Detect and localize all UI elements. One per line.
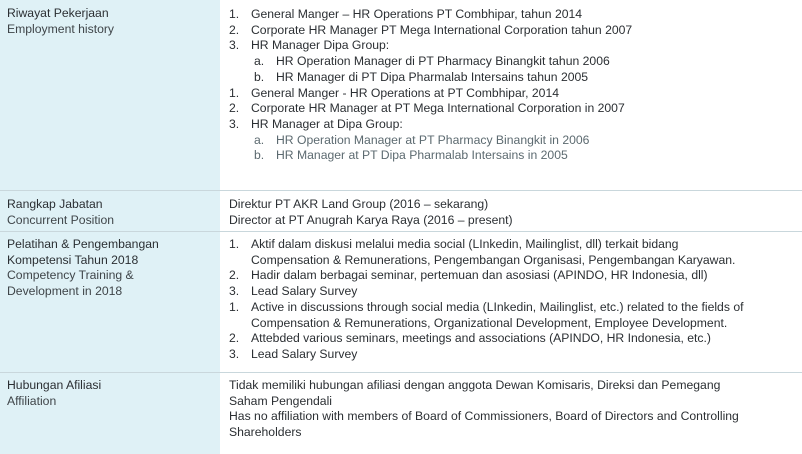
list-item: 3. HR Manager at Dipa Group:: [229, 116, 403, 131]
sub-list-item: b. HR Manager di PT Dipa Pharmalab Intersains tahun 2005: [254, 69, 589, 84]
sub-list-item: a. HR Operation Manager at PT Pharmacy Binangkit in 2006: [254, 132, 590, 147]
content-cell: [221, 232, 802, 372]
content-cell: [221, 373, 802, 454]
sub-list-item: b. HR Manager at PT Dipa Pharmalab Intersains in 2005: [254, 148, 568, 163]
list-item: 2. Attebded various seminars, meetings and associations (APINDO, HR Indonesia, etc.): [229, 331, 711, 346]
list-item: 1. General Manger - HR Operations at PT Combhipar, 2014: [229, 85, 560, 100]
row-employment-history: [0, 0, 802, 190]
row-concurrent-position: [0, 191, 802, 231]
label-indonesian: Rangkap Jabatan: [7, 197, 103, 211]
row-affiliation: [0, 373, 802, 454]
label-english: Affiliation: [7, 393, 57, 408]
label-cell: [0, 0, 220, 190]
label-cell: [0, 373, 220, 454]
list-item: 3. Lead Salary Survey: [229, 346, 358, 361]
label-indonesian: Kompetensi Tahun 2018: [7, 252, 139, 267]
list-item: 2. Corporate HR Manager at PT Mega International Corporation in 2007: [229, 101, 625, 116]
label-cell: [0, 191, 220, 231]
label-english: Concurrent Position: [7, 212, 115, 227]
affiliation-indonesian: Tidak memiliki hubungan afiliasi dengan anggota Dewan Komisaris, Direksi dan Pemegang: [229, 378, 721, 392]
content-cell: [221, 191, 802, 231]
position-indonesian: Direktur PT AKR Land Group (2016 – sekarang): [229, 197, 489, 211]
content-cell: [221, 0, 802, 190]
label-indonesian: Riwayat Pekerjaan: [7, 6, 109, 20]
list-item-continuation: Compensation & Remunerations, Organizational Development, Employee Development.: [251, 315, 728, 330]
row-competency-training: [0, 232, 802, 372]
affiliation-indonesian: Saham Pengendali: [229, 393, 332, 408]
affiliation-english: Has no affiliation with members of Board of Commissioners, Board of Directors and Controlling: [229, 409, 739, 424]
label-english: Competency Training &: [7, 268, 134, 283]
list-item: 1. Aktif dalam diskusi melalui media social (LInkedin, Mailinglist, dll) terkait bidang: [229, 237, 679, 251]
label-indonesian: Pelatihan & Pengembangan: [7, 237, 159, 251]
list-item-continuation: Compensation & Remunerations, Pengembangan Organisasi, Pengembangan Karyawan.: [251, 252, 736, 267]
sub-list-item: a. HR Operation Manager di PT Pharmacy Binangkit tahun 2006: [254, 54, 610, 69]
label-indonesian: Hubungan Afiliasi: [7, 378, 102, 392]
position-english: Director at PT Anugrah Karya Raya (2016 – present): [229, 212, 513, 227]
label-cell: [0, 232, 220, 372]
affiliation-english: Shareholders: [229, 425, 302, 440]
list-item: 3. Lead Salary Survey: [229, 284, 358, 299]
label-english: Employment history: [7, 21, 115, 36]
list-item: 2. Corporate HR Manager PT Mega International Corporation tahun 2007: [229, 22, 633, 37]
list-item: 1. Active in discussions through social media (LInkedin, Mailinglist, etc.) related to the fields of: [229, 299, 744, 314]
label-english: Development in 2018: [7, 284, 123, 299]
list-item: 1. General Manger – HR Operations PT Combhipar, tahun 2014: [229, 7, 583, 21]
list-item: 3. HR Manager Dipa Group:: [229, 38, 390, 53]
list-item: 2. Hadir dalam berbagai seminar, pertemuan dan asosiasi (APINDO, HR Indonesia, dll): [229, 268, 708, 283]
